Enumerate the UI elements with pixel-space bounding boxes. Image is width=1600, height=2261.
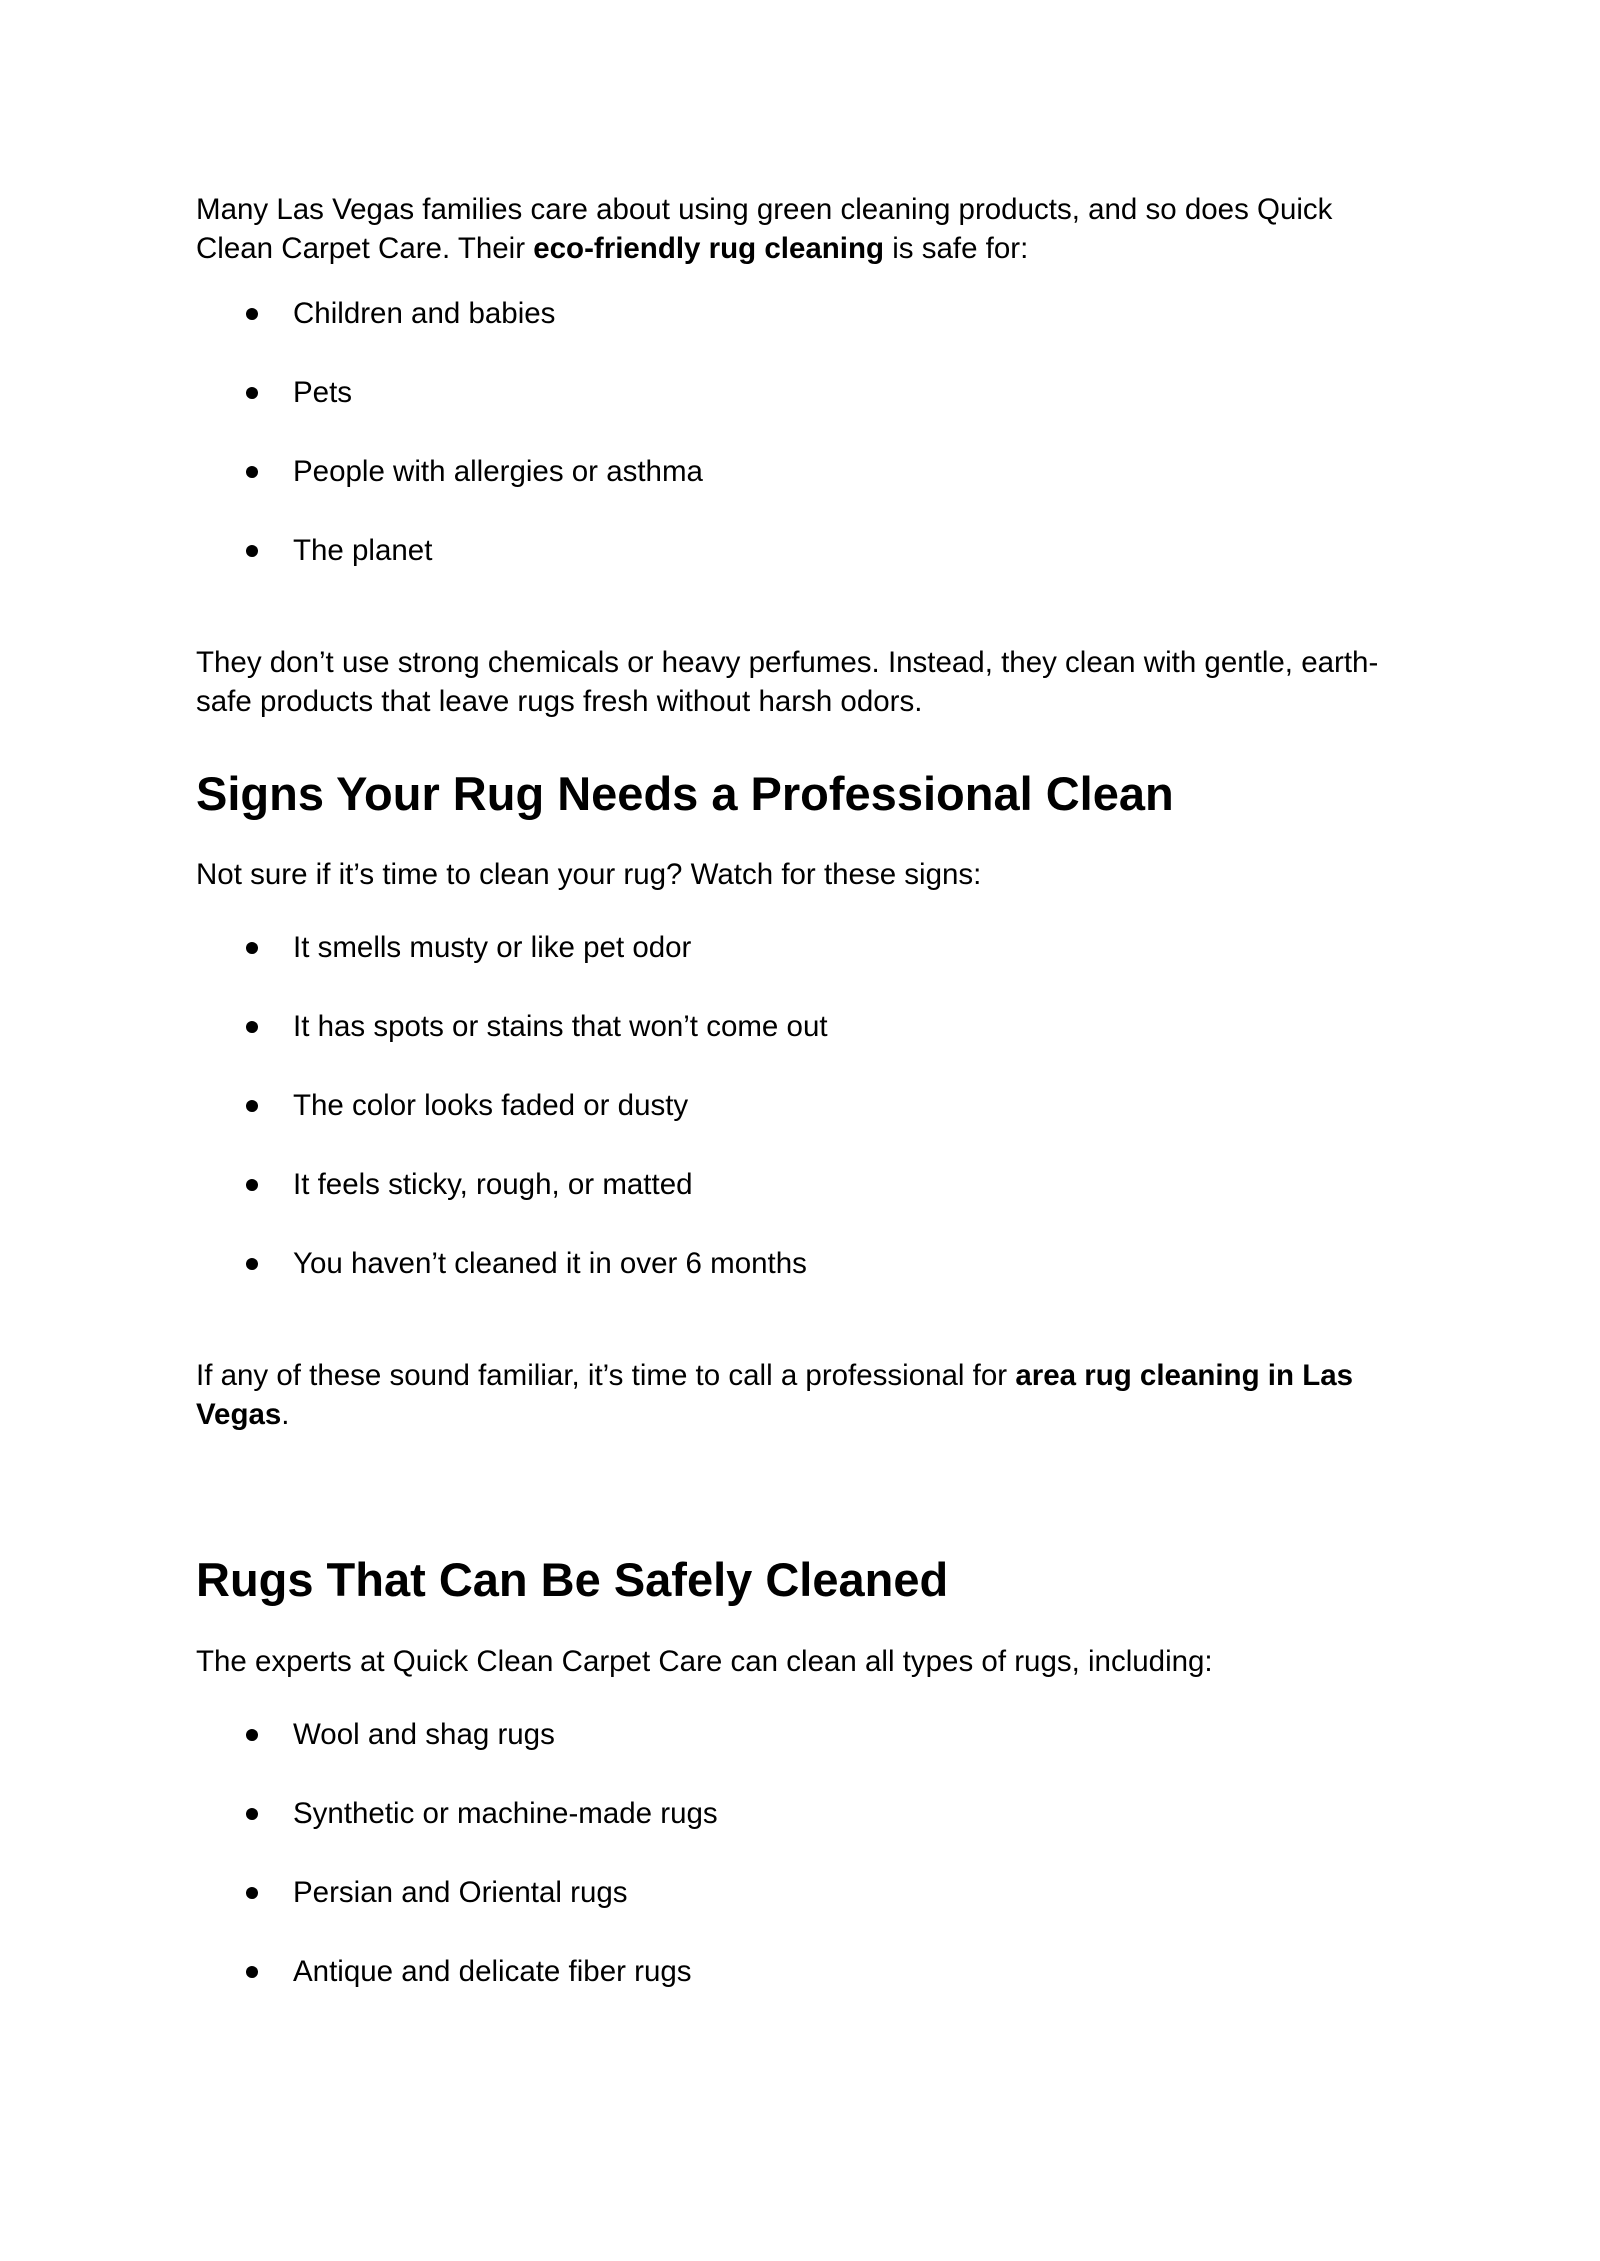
bullet-icon (246, 1021, 258, 1033)
list-item (196, 294, 1406, 333)
bullet-icon (246, 1887, 258, 1899)
list-item-label: People with allergies or asthma (293, 455, 703, 488)
bullet-icon (246, 1966, 258, 1978)
list-item-label: It feels sticky, rough, or matted (293, 1168, 693, 1201)
list-item-label: Antique and delicate fiber rugs (293, 1955, 692, 1988)
signs-outro-text-before: If any of these sound familiar, it’s time to call a professional for (196, 1359, 1016, 1392)
list-item (196, 928, 1406, 967)
intro-paragraph (196, 190, 1406, 268)
rug-types-list (196, 1715, 1406, 1991)
bullet-icon (246, 942, 258, 954)
list-item-label: Persian and Oriental rugs (293, 1876, 628, 1909)
intro-bold-text: eco-friendly rug cleaning (533, 232, 885, 265)
list-item (196, 1086, 1406, 1125)
safe-for-list (196, 294, 1406, 570)
list-item (196, 1165, 1406, 1204)
list-item (196, 1007, 1406, 1046)
list-item-label: Wool and shag rugs (293, 1718, 555, 1751)
list-item-label: Children and babies (293, 297, 556, 330)
list-item-label: It smells musty or like pet odor (293, 931, 692, 964)
list-item-label: You haven’t cleaned it in over 6 months (293, 1247, 807, 1280)
bullet-icon (246, 1179, 258, 1191)
bullet-icon (246, 387, 258, 399)
list-item-label: The color looks faded or dusty (293, 1089, 689, 1122)
bullet-icon (246, 545, 258, 557)
list-item (196, 1244, 1406, 1283)
list-item-label: The planet (293, 534, 433, 567)
signs-outro-bold-text: area rug cleaning in Las Vegas (196, 1359, 1354, 1431)
bullet-icon (246, 1808, 258, 1820)
bullet-icon (246, 1258, 258, 1270)
bullet-icon (246, 308, 258, 320)
rugs-intro-paragraph: The experts at Quick Clean Carpet Care can clean all types of rugs, including: (196, 1645, 1213, 1678)
list-item (196, 531, 1406, 570)
list-item (196, 1794, 1406, 1833)
bullet-icon (246, 1729, 258, 1741)
bullet-icon (246, 466, 258, 478)
list-item (196, 373, 1406, 412)
signs-outro-paragraph (196, 1356, 1406, 1434)
intro-text-before: Many Las Vegas families care about using green cleaning products, and so does Quick Clean Carpet Care. Their (196, 193, 1333, 265)
signs-list (196, 928, 1406, 1283)
closing-paragraph: They don’t use strong chemicals or heavy perfumes. Instead, they clean with gentle, earth-safe products that leave rugs fresh without harsh odors. (196, 646, 1379, 718)
rugs-heading: Rugs That Can Be Safely Cleaned (196, 1553, 949, 1606)
signs-outro-text-after: . (281, 1398, 290, 1431)
list-item-label: Pets (293, 376, 353, 409)
list-item (196, 1952, 1406, 1991)
signs-intro-paragraph: Not sure if it’s time to clean your rug? Watch for these signs: (196, 858, 982, 891)
document-page (196, 190, 1406, 1991)
list-item-label: It has spots or stains that won’t come out (293, 1010, 828, 1043)
list-item-label: Synthetic or machine-made rugs (293, 1797, 718, 1830)
bullet-icon (246, 1100, 258, 1112)
list-item (196, 1715, 1406, 1754)
intro-text-after: is safe for: (884, 232, 1029, 265)
list-item (196, 1873, 1406, 1912)
list-item (196, 452, 1406, 491)
signs-heading: Signs Your Rug Needs a Professional Clean (196, 767, 1174, 820)
